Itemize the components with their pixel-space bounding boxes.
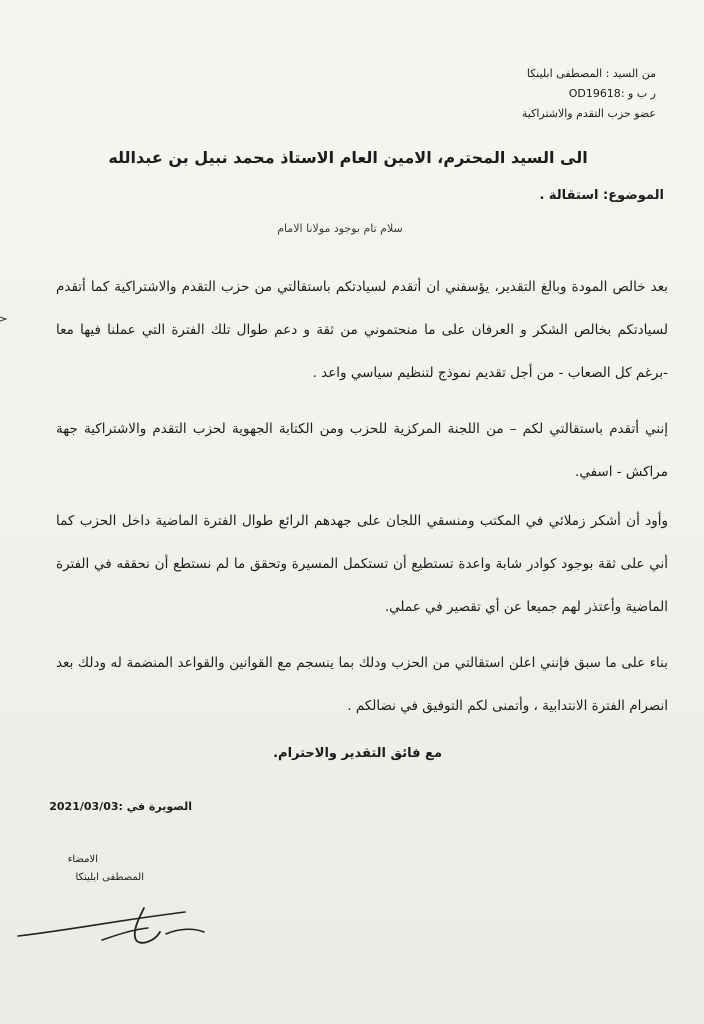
place-date-line [47,800,192,813]
sender-affiliation: عضو حزب التقدم والاشتراكية [521,107,656,120]
sender-block [356,64,656,124]
closing-line: مع فائق التقدير والاحترام. [273,746,442,761]
greeting-line: سلام تام بوجود مولانا الامام [277,222,403,235]
handwritten-signature [10,880,260,960]
subject-line: الموضوع: استقالة . [539,188,664,203]
sender-id: ر ب و :OD19618 [568,87,656,100]
date-value: 2021/03/03 [49,800,119,813]
body-paragraph: بعد خالص المودة وبالغ التقدير، يؤسفني ان أتقدم لسيادتكم باستقالتي من حزب التقدم والاشتراكية كما أتقدم لسيادتكم بخالص الشكر و العرفان على ما منحتموني من ثقة و دعم طوال تلك الفترة التي عملنا فيها معا -برغم كل الصعاب - من أجل تقديم نموذج لتنظيم سياسي واعد . [56,279,668,381]
addressee-heading: الى السيد المحترم، الامين العام الاستاذ محمد نبيل بن عبدالله [108,148,588,167]
sender-name: من السيد : المصطفى ابلينكا [526,67,656,80]
signature-name: المصطفى ابلينكا [75,872,144,883]
body-paragraph: إنني أتقدم باستقالتي لكم – من اللجنة المركزية للحزب ومن الكتابة الجهوية لحزب التقدم والاشتراكية جهة مراكش - اسفي. [56,421,668,480]
signature-label: الامضاء [67,854,98,865]
body-paragraph: وأود أن أشكر زملائي في المكتب ومنسقي اللجان على جهدهم الرائع طوال الفترة الماضية داخل الحزب كما أني على ثقة بوجود كوادر شابة واعدة تستطيع أن تستكمل المسيرة وتحقق ما لم نستطع أن نحققه في الفترة الماضية وأعتذر لهم جميعا عن أي تقصير في عملي. [56,513,668,615]
body-paragraph: بناء على ما سبق فإنني اعلن استقالتي من الحزب ودلك بما ينسجم مع القوانين والقواعد المنضمة له ودلك بعد انصرام الفترة الانتدابية ، وأتمنى لكم التوفيق في نضالكم . [56,655,668,714]
place-label: الصويرة في : [118,800,192,813]
page-edge-mark [0,316,8,322]
